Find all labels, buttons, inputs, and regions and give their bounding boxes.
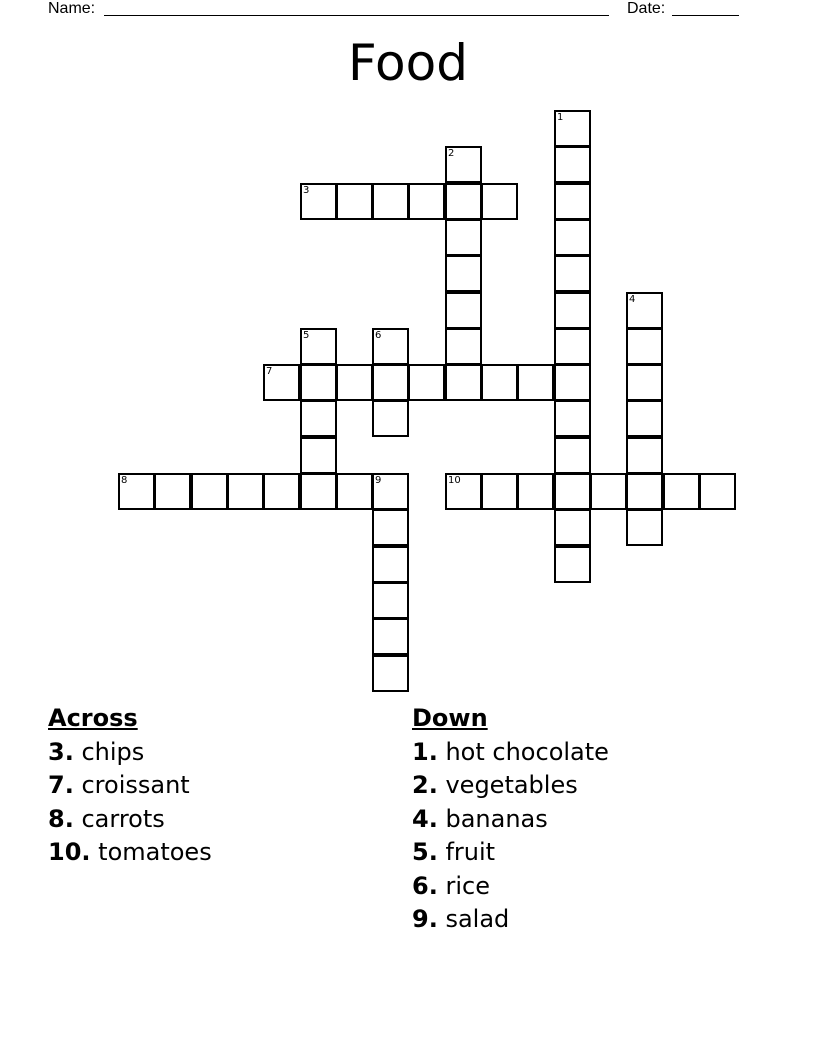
name-label: Name: bbox=[48, 0, 96, 17]
clue-number: 2. bbox=[412, 771, 438, 799]
crossword-cell[interactable] bbox=[372, 582, 409, 619]
crossword-cell[interactable] bbox=[445, 328, 482, 365]
cell-number: 6 bbox=[375, 330, 382, 341]
crossword-cell[interactable] bbox=[554, 183, 591, 220]
crossword-cell[interactable] bbox=[626, 400, 663, 437]
crossword-cell[interactable] bbox=[336, 473, 373, 510]
crossword-cell[interactable] bbox=[372, 400, 409, 437]
crossword-cell[interactable] bbox=[554, 437, 591, 474]
crossword-cell[interactable] bbox=[300, 437, 337, 474]
crossword-cell[interactable] bbox=[554, 292, 591, 329]
crossword-cell[interactable] bbox=[336, 364, 373, 401]
page-title: Food bbox=[348, 34, 468, 92]
across-heading: Across bbox=[48, 704, 138, 732]
clue-number: 10. bbox=[48, 838, 91, 866]
date-label: Date: bbox=[627, 0, 666, 17]
crossword-cell[interactable] bbox=[191, 473, 228, 510]
clue-text: carrots bbox=[81, 804, 165, 833]
crossword-cell[interactable] bbox=[554, 400, 591, 437]
crossword-cell[interactable] bbox=[626, 328, 663, 365]
clue-item bbox=[412, 903, 609, 937]
crossword-cell[interactable] bbox=[554, 255, 591, 292]
crossword-cell[interactable] bbox=[372, 364, 409, 401]
crossword-cell[interactable] bbox=[300, 364, 337, 401]
down-clues bbox=[412, 702, 609, 937]
crossword-cell[interactable] bbox=[372, 655, 409, 692]
crossword-cell[interactable] bbox=[263, 473, 300, 510]
crossword-cell[interactable] bbox=[445, 364, 482, 401]
clue-text: fruit bbox=[445, 838, 496, 866]
cell-number: 9 bbox=[375, 475, 382, 486]
crossword-cell[interactable] bbox=[626, 509, 663, 546]
clue-text: bananas bbox=[445, 804, 548, 833]
crossword-cell[interactable] bbox=[372, 183, 409, 220]
clue-number: 7. bbox=[48, 771, 74, 799]
crossword-cell[interactable] bbox=[300, 473, 337, 510]
crossword-cell[interactable] bbox=[372, 473, 409, 510]
crossword-cell[interactable] bbox=[554, 110, 591, 147]
crossword-cell[interactable] bbox=[118, 473, 155, 510]
crossword-cell[interactable] bbox=[554, 146, 591, 183]
clue-number: 4. bbox=[412, 804, 438, 833]
crossword-cell[interactable] bbox=[445, 292, 482, 329]
clue-item bbox=[412, 836, 609, 870]
crossword-cell[interactable] bbox=[554, 328, 591, 365]
clue-number: 3. bbox=[48, 737, 74, 766]
clue-number: 1. bbox=[412, 737, 438, 766]
crossword-cell[interactable] bbox=[372, 509, 409, 546]
crossword-cell[interactable] bbox=[699, 473, 736, 510]
clue-item bbox=[412, 736, 609, 770]
crossword-cell[interactable] bbox=[626, 292, 663, 329]
crossword-cell[interactable] bbox=[372, 546, 409, 583]
cell-number: 2 bbox=[448, 148, 455, 159]
clue-text: hot chocolate bbox=[445, 737, 609, 766]
down-heading: Down bbox=[412, 704, 488, 732]
cell-number: 1 bbox=[557, 112, 564, 123]
crossword-cell[interactable] bbox=[626, 473, 663, 510]
clue-number: 5. bbox=[412, 838, 438, 866]
cell-number: 4 bbox=[629, 294, 636, 305]
crossword-cell[interactable] bbox=[336, 183, 373, 220]
crossword-cell[interactable] bbox=[663, 473, 700, 510]
crossword-cell[interactable] bbox=[445, 255, 482, 292]
clue-text: rice bbox=[445, 871, 490, 900]
crossword-cell[interactable] bbox=[554, 473, 591, 510]
crossword-cell[interactable] bbox=[263, 364, 300, 401]
clue-text: chips bbox=[81, 737, 145, 766]
clue-item bbox=[412, 870, 609, 904]
clue-item bbox=[412, 769, 609, 803]
crossword-cell[interactable] bbox=[408, 183, 445, 220]
cell-number: 3 bbox=[303, 185, 310, 196]
clue-text: tomatoes bbox=[98, 838, 212, 866]
crossword-cell[interactable] bbox=[372, 328, 409, 365]
clue-item bbox=[48, 803, 212, 837]
crossword-cell[interactable] bbox=[626, 364, 663, 401]
clue-item bbox=[48, 836, 212, 870]
crossword-cell[interactable] bbox=[372, 618, 409, 655]
cell-number: 10 bbox=[448, 475, 461, 486]
across-clues bbox=[48, 702, 212, 870]
crossword-cell[interactable] bbox=[517, 364, 554, 401]
crossword-cell[interactable] bbox=[300, 183, 337, 220]
clue-text: vegetables bbox=[445, 771, 578, 799]
clue-item bbox=[412, 803, 609, 837]
crossword-cell[interactable] bbox=[626, 437, 663, 474]
crossword-cell[interactable] bbox=[554, 219, 591, 256]
clue-number: 9. bbox=[412, 905, 438, 933]
crossword-cell[interactable] bbox=[481, 183, 518, 220]
clue-text: croissant bbox=[81, 771, 190, 799]
crossword-cell[interactable] bbox=[517, 473, 554, 510]
clue-text: salad bbox=[445, 905, 510, 933]
crossword-cell[interactable] bbox=[445, 473, 482, 510]
crossword-cell[interactable] bbox=[300, 328, 337, 365]
crossword-cell[interactable] bbox=[300, 400, 337, 437]
crossword-cell[interactable] bbox=[408, 364, 445, 401]
cell-number: 8 bbox=[121, 475, 128, 486]
cell-number: 5 bbox=[303, 330, 310, 341]
clue-item bbox=[48, 769, 212, 803]
crossword-cell[interactable] bbox=[481, 473, 518, 510]
crossword-cell[interactable] bbox=[481, 364, 518, 401]
crossword-cell[interactable] bbox=[445, 183, 482, 220]
crossword-cell[interactable] bbox=[445, 146, 482, 183]
crossword-cell[interactable] bbox=[554, 364, 591, 401]
crossword-cell[interactable] bbox=[227, 473, 264, 510]
clue-item bbox=[48, 736, 212, 770]
cell-number: 7 bbox=[266, 366, 273, 377]
crossword-cell[interactable] bbox=[554, 509, 591, 546]
crossword-cell[interactable] bbox=[154, 473, 191, 510]
crossword-cell[interactable] bbox=[554, 546, 591, 583]
clue-number: 6. bbox=[412, 871, 438, 900]
crossword-cell[interactable] bbox=[445, 219, 482, 256]
crossword-cell[interactable] bbox=[590, 473, 627, 510]
clue-number: 8. bbox=[48, 804, 74, 833]
